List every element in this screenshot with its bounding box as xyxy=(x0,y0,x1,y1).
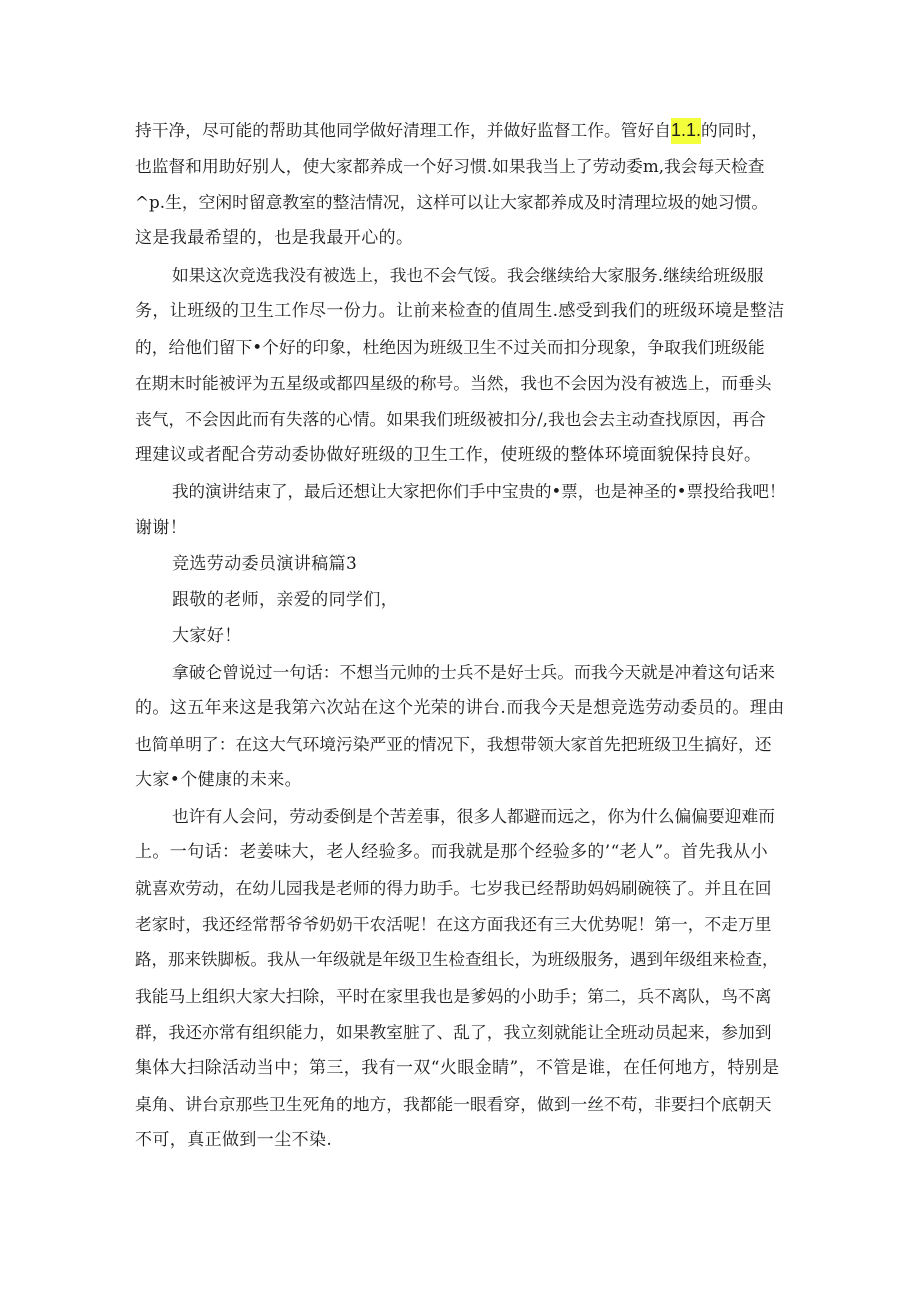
text-line-24: 路，那来铁脚板。我从一年级就是年级卫生检查组长，为班级服务，遇到年级组来检查， xyxy=(135,950,779,969)
text-line-26: 群，我还亦常有组织能力，如果教室脏了、乱了，我立刻就能让全班动员起来，参加到 xyxy=(135,1022,772,1042)
text-line-3: ^p.生，空闲时留意教室的整洁情况，这样可以让大家都养成及时清理垃圾的她习惯。 xyxy=(135,192,769,212)
text-line-23: 老家时，我还经常帮爷爷奶奶干农活呢！在这方面我还有三大优势呢！第一，不走万里 xyxy=(135,914,772,934)
text-line-7: 的，给他们留下•个好的印象，杜绝因为班级卫生不过关而扣分现象，争取我们班级能 xyxy=(135,337,765,357)
text-line-25: 我能马上组织大家大扫除，平时在家里我也是爹妈的小助手；第二，兵不离队，鸟不离 xyxy=(135,986,772,1006)
text-line-12: 谢谢！ xyxy=(135,518,188,538)
text-line-10: 理建议或者配合劳动委协做好班级的卫生工作，使班级的整体环境面貌保持良好。 xyxy=(135,445,762,465)
text-segment: 持干净，尽可能的帮助其他同学做好清理工作，并做好监督工作。管好自 xyxy=(135,120,672,140)
text-line-1 xyxy=(135,119,768,141)
greeting: 大家好！ xyxy=(172,626,242,646)
text-line-29: 不可，真正做到一尘不染. xyxy=(135,1130,333,1150)
text-line-6: 务，让班级的卫生工作尽一份力。让前来检查的值周生.感受到我们的班级环境是整洁 xyxy=(135,301,785,321)
text-line-19: 大家•个健康的未来。 xyxy=(135,770,303,790)
text-line-22: 就喜欢劳动，在幼儿园我是老师的得力助手。七岁我已经帮助妈妈刷碗筷了。并且在回 xyxy=(135,878,772,898)
section-heading: 竞选劳动委员演讲稿篇3 xyxy=(172,554,358,574)
text-line-16: 拿破仑曾说过一句话：不想当元帅的士兵不是好士兵。而我今天就是冲着这句话来 xyxy=(172,662,776,682)
text-line-21: 上。一句话：老姜味大，老人经验多。而我就是那个经验多的’“老人”。首先我从小 xyxy=(135,842,768,862)
text-line-9: 丧气，不会因此而有失落的心情。如果我们班级被扣分/,我也会去主动查找原因，再合 xyxy=(135,409,766,429)
highlighted-text: 1.1. xyxy=(671,118,701,144)
salutation: 跟敬的老师，亲爱的同学们， xyxy=(172,590,399,610)
text-segment: 的同时， xyxy=(701,120,769,140)
text-line-18: 也简单明了：在这大气环境污染严亚的情况下，我想带领大家首先把班级卫生搞好，还 xyxy=(135,734,772,754)
text-line-2: 也监督和用助好别人，使大家都养成一个好习惯.如果我当上了劳动委m,我会每天检查 xyxy=(135,156,765,176)
text-line-27: 集体大扫除活动当中；第三，我有一双“火眼金睛”，不管是谁，在任何地方，特别是 xyxy=(135,1058,780,1078)
text-line-17: 的。这五年来这是我第六次站在这个光荣的讲台.而我今天是想竞选劳动委员的。理由 xyxy=(135,698,785,718)
text-line-20: 也许有人会问，劳动委倒是个苦差事，很多人都避而远之，你为什么偏偏要迎难而 xyxy=(172,806,776,826)
text-line-4: 这是我最希望的，也是我最开心的。 xyxy=(135,228,414,248)
text-line-8: 在期末时能被评为五星级或都四星级的称号。当然，我也不会因为没有被选上，而垂头 xyxy=(135,373,772,393)
text-line-5: 如果这次竞选我没有被选上，我也不会气馁。我会继续给大家服务.继续给班级服 xyxy=(172,265,764,285)
text-line-28: 桌角、讲台京那些卫生死角的地方，我都能一眼看穿，做到一丝不苟，非要扫个底朝天 xyxy=(135,1094,772,1114)
text-line-11: 我的演讲结束了，最后还想让大家把你们手中宝贵的•票，也是神圣的•票投给我吧！ xyxy=(172,482,786,501)
